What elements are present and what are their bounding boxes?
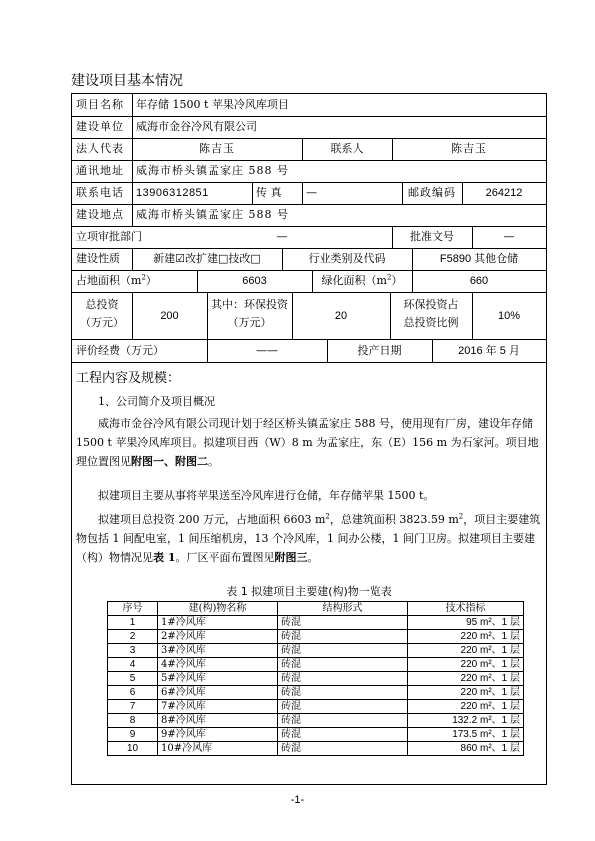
col-header: 技术指标 (408, 602, 524, 616)
table-row (108, 714, 524, 728)
table-cell: 10#冷风库 (158, 742, 278, 756)
row-divider (72, 138, 546, 139)
prod-date-label: 投产日期 (357, 344, 402, 357)
table-cell: 7#冷风库 (158, 700, 278, 714)
address-label: 通讯地址 (76, 164, 124, 177)
prod-date-value: 2016 年 5 月 (458, 345, 520, 357)
table-cell: 4 (108, 658, 158, 672)
table-row (108, 672, 524, 686)
table-cell: 2 (108, 630, 158, 644)
nature-label: 建设性质 (76, 252, 120, 265)
table-row (108, 728, 524, 742)
table-cell: 砖混 (278, 616, 408, 630)
col-header: 结构形式 (278, 602, 408, 616)
green-value: 660 (469, 275, 489, 287)
area-value: 6603 (242, 275, 267, 287)
unit-label: 建设单位 (76, 120, 124, 133)
table-cell: 10 (108, 742, 158, 756)
table-cell: 砖混 (278, 630, 408, 644)
env-ratio-value: 10% (497, 310, 521, 322)
legal-rep-value: 陈吉玉 (199, 142, 235, 155)
table-cell: 132.2 m²、1 层 (408, 714, 524, 728)
table-cell: 砖混 (278, 742, 408, 756)
approval-no-label: 批准文号 (410, 230, 454, 243)
table-cell: 3#冷风库 (158, 644, 278, 658)
table-cell: 砖混 (278, 728, 408, 742)
table-row (108, 700, 524, 714)
table-cell: 6#冷风库 (158, 686, 278, 700)
paragraph-2: 拟建项目主要从事将苹果送至冷风库进行仓储，年存储苹果 1500 t。 (98, 489, 435, 502)
col-divider (132, 160, 133, 182)
postcode-label: 邮政编码 (408, 186, 456, 199)
table-caption: 表 1 拟建项目主要建(构)物一览表 (226, 585, 392, 598)
cost-value: —— (256, 344, 278, 357)
table-header-row (108, 602, 524, 616)
env-invest-label: 其中：环保投资 （万元） (211, 298, 288, 329)
table-cell: 173.5 m²、1 层 (408, 728, 524, 742)
table-cell: 6 (108, 686, 158, 700)
buildings-table (107, 601, 524, 756)
table-row (108, 686, 524, 700)
table-cell: 5 (108, 672, 158, 686)
table-cell: 4#冷风库 (158, 658, 278, 672)
contact-value: 陈吉玉 (451, 142, 487, 155)
row-divider (72, 160, 546, 161)
row-divider (72, 226, 546, 227)
approval-dept-value: — (276, 230, 288, 243)
table-row (108, 644, 524, 658)
table-cell: 220 m²、1 层 (408, 630, 524, 644)
col-divider (252, 182, 253, 204)
table-cell: 220 m²、1 层 (408, 686, 524, 700)
row-divider (72, 270, 546, 271)
paragraph-3: 拟建项目总投资 200 万元，占地面积 6603 $m^2$，总建筑面积 3823.59 $m^2$，项目主要建筑物包括 1 间配电室，1 间压缩机房，13 个冷风库，1 间办公楼，1 间门卫房。拟建项目主要建（构）物情况见表 1。厂区平面布置图见附图三。 (76, 512, 541, 564)
industry-value: F5890 其他仓储 (439, 253, 519, 265)
table-row (108, 616, 524, 630)
row-divider (72, 204, 546, 205)
table-cell: 1#冷风库 (158, 616, 278, 630)
col-divider (132, 204, 133, 226)
col-divider (132, 116, 133, 138)
fax-value: — (306, 186, 317, 199)
col-divider (132, 182, 133, 204)
unit-value: 威海市金谷冷风有限公司 (136, 120, 257, 133)
table-row (108, 630, 524, 644)
table-cell: 220 m²、1 层 (408, 700, 524, 714)
phone-value: 13906312851 (136, 187, 209, 199)
site-value: 威海市桥头镇孟家庄 588 号 (136, 208, 289, 221)
cost-label: 评价经费（万元） (76, 344, 164, 357)
legal-rep-label: 法人代表 (76, 142, 124, 155)
row-divider (72, 182, 546, 183)
table-cell: 9 (108, 728, 158, 742)
table-cell: 8#冷风库 (158, 714, 278, 728)
project-name-label: 项目名称 (76, 98, 124, 111)
row-divider (72, 339, 546, 340)
postcode-value: 264212 (485, 187, 523, 199)
invest-label: 总投资 （万元） (80, 298, 124, 329)
table-cell: 砖混 (278, 672, 408, 686)
contact-label: 联系人 (330, 142, 364, 155)
green-label: 绿化面积$(m^2)$ (321, 273, 403, 287)
industry-label: 行业类别及代码 (308, 252, 386, 265)
col-divider (402, 182, 403, 204)
row-divider (72, 292, 546, 293)
table-cell: 2#冷风库 (158, 630, 278, 644)
table-cell: 1 (108, 616, 158, 630)
env-invest-value: 20 (334, 310, 348, 322)
nature-value: 新建☑改扩建□技改□ (153, 252, 261, 265)
page-number: -1- (290, 794, 305, 806)
address-value: 威海市桥头镇孟家庄 588 号 (136, 164, 289, 177)
table-cell: 砖混 (278, 714, 408, 728)
sub-heading: 1、公司简介及项目概况 (98, 395, 215, 408)
table-cell: 砖混 (278, 686, 408, 700)
page-heading: 建设项目基本情况 (71, 73, 183, 89)
row-divider (72, 116, 546, 117)
invest-value: 200 (160, 310, 179, 322)
table-cell: 95 m²、1 层 (408, 616, 524, 630)
col-header: 序号 (108, 602, 158, 616)
phone-label: 联系电话 (76, 186, 124, 199)
col-divider (132, 94, 133, 116)
table-cell: 860 m²、1 层 (408, 742, 524, 756)
approval-no-value: — (503, 230, 515, 243)
site-label: 建设地点 (76, 208, 124, 221)
table-cell: 砖混 (278, 644, 408, 658)
table-cell: 220 m²、1 层 (408, 672, 524, 686)
table-cell: 7 (108, 700, 158, 714)
table-cell: 220 m²、1 层 (408, 644, 524, 658)
paragraph-1: 威海市金谷冷风有限公司现计划于经区桥头镇孟家庄 588 号，使用现有厂房，建设年存储 1500 t 苹果冷风库项目。拟建项目西（W）8 m 为孟家庄，东（E）156 m 为石家河。项目地理位置图见附图一、附图二。 (76, 417, 539, 468)
table-cell: 220 m²、1 层 (408, 658, 524, 672)
table-row (108, 658, 524, 672)
table-cell: 5#冷风库 (158, 672, 278, 686)
table-cell: 8 (108, 714, 158, 728)
section-title: 工程内容及规模： (76, 371, 181, 386)
area-label: 占地面积$(m^2)$ (76, 273, 157, 287)
table-cell: 3 (108, 644, 158, 658)
approval-dept-label: 立项审批部门 (76, 230, 142, 243)
fax-label: 传 真 (256, 186, 282, 199)
env-ratio-label: 环保投资占 总投资比例 (403, 298, 459, 329)
row-divider (72, 248, 546, 249)
row-divider (72, 362, 546, 363)
col-header: 建(构)物名称 (158, 602, 278, 616)
table-row (108, 742, 524, 756)
table-cell: 9#冷风库 (158, 728, 278, 742)
table-cell: 砖混 (278, 700, 408, 714)
table-cell: 砖混 (278, 658, 408, 672)
project-name-value: 年存储 1500 t 苹果冷风库项目 (136, 98, 289, 111)
table-body (108, 616, 524, 756)
col-divider (302, 182, 303, 204)
